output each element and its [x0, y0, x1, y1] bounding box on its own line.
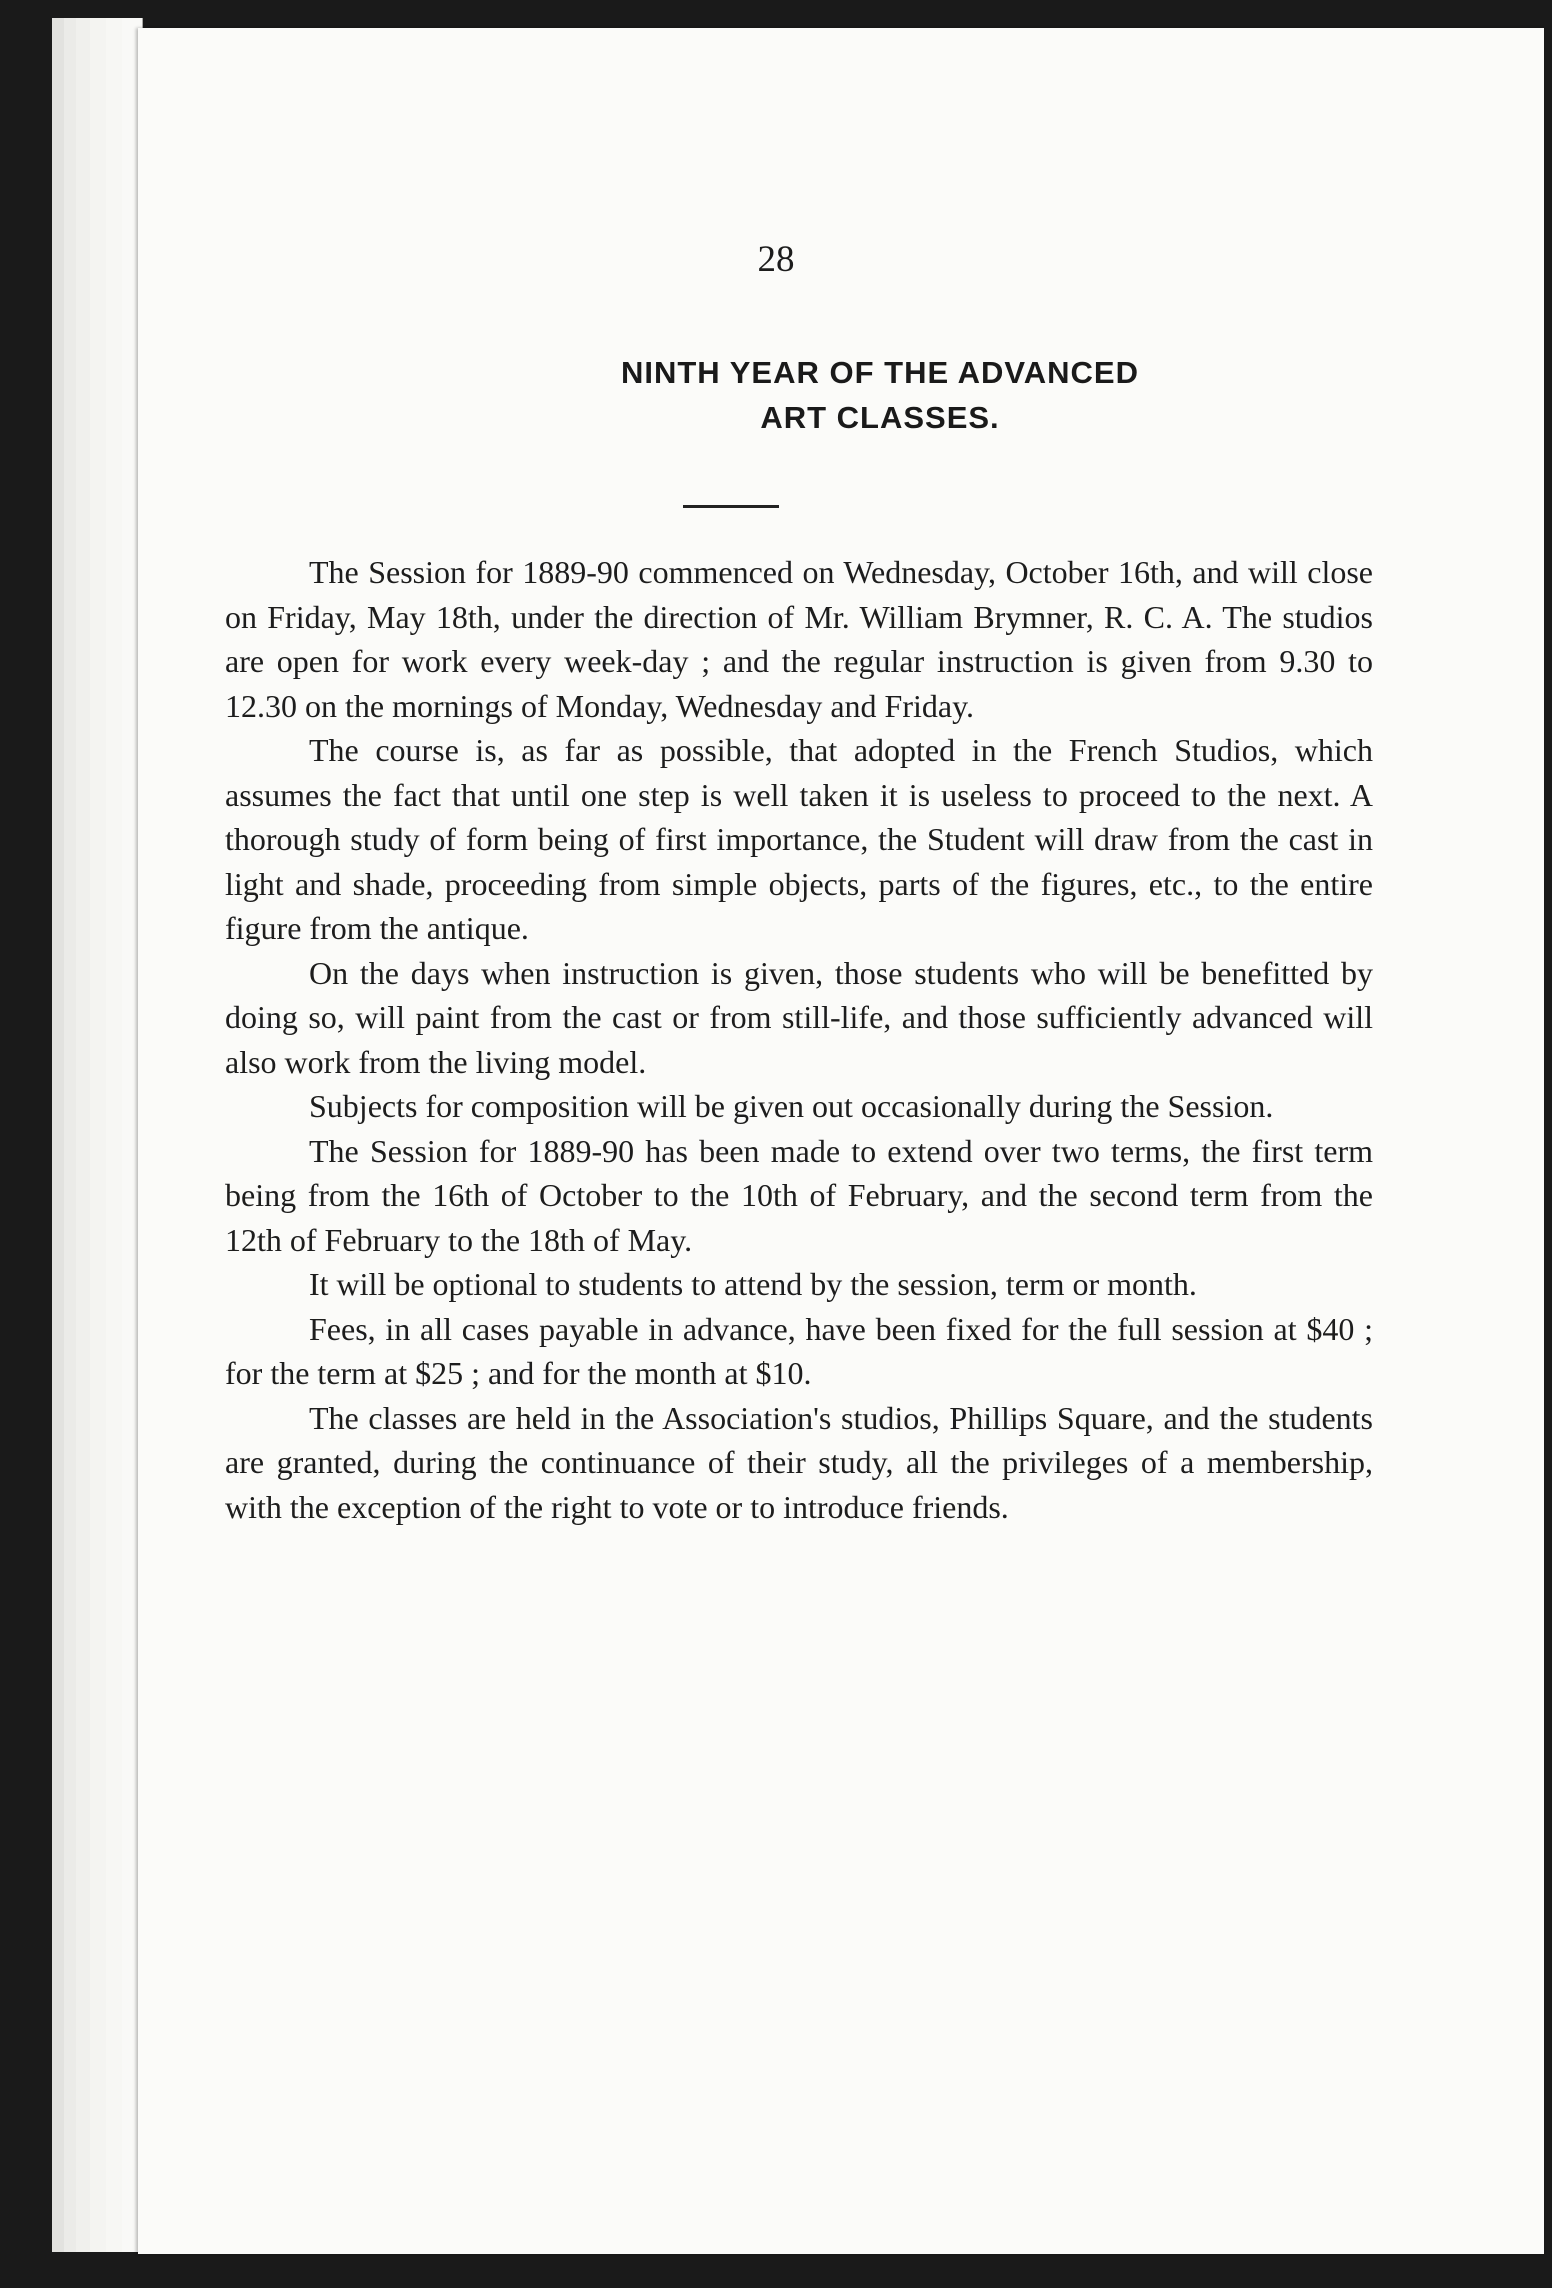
paragraph-terms: The Session for 1889-90 has been made to extend over two terms, the first term being from the 16th of October to the 10th of February, and the second term from the 12th of February to the 18th of May.	[225, 1132, 1373, 1258]
title-line-2: ART CLASSES.	[760, 400, 1000, 435]
paragraph-fees: Fees, in all cases payable in advance, have been fixed for the full session at $40 ; for the term at $25 ; and for the month at $10.	[225, 1310, 1373, 1391]
title-line-1: NINTH YEAR OF THE ADVANCED	[620, 355, 1139, 390]
page-title	[460, 350, 1300, 440]
paragraph-session: The Session for 1889-90 commenced on Wednesday, October 16th, and will close on Friday, May 18th, under the direction of Mr. William Brymner, R. C. A. The studios are open for work every week-day ; and the regular instruction is given from 9.30 to 12.30 on the mornings of Monday, Wednesday and Friday.	[225, 554, 1373, 724]
paragraph-composition: Subjects for composition will be given out occasionally during the Session.	[309, 1088, 1274, 1124]
paragraph-attendance: It will be optional to students to attend by the session, term or month.	[309, 1266, 1197, 1302]
page-number: 28	[757, 239, 795, 280]
title-rule	[683, 505, 779, 508]
body-text	[225, 550, 1373, 1529]
paragraph-instruction-days: On the days when instruction is given, those students who will be benefitted by doing so, will paint from the cast or from still-life, and those sufficiently advanced will also work from the living model.	[225, 954, 1373, 1080]
paragraph-course: The course is, as far as possible, that adopted in the French Studios, which assumes the fact that until one step is well taken it is useless to proceed to the next. A thorough study of form being of first importance, the Student will draw from the cast in light and shade, proceeding from simple objects, parts of the figures, etc., to the entire figure from the antique.	[225, 732, 1373, 946]
paragraph-studios: The classes are held in the Association's studios, Phillips Square, and the students are granted, during the continuance of their study, all the privileges of a membership, with the exception of the right to vote or to introduce friends.	[225, 1399, 1373, 1525]
